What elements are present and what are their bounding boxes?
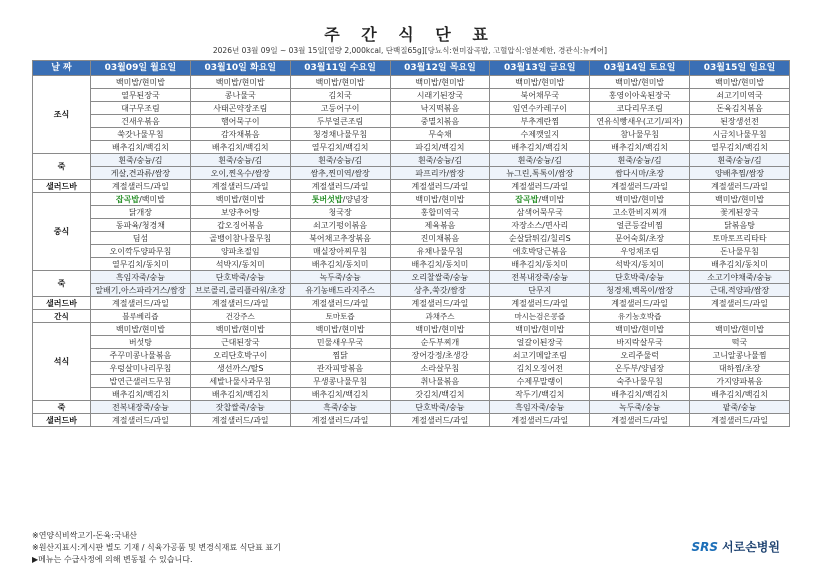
day-header: 03월09일 월요일 (91, 61, 191, 76)
menu-cell: 배추김치/백김치 (190, 141, 290, 154)
menu-cell: 생선까스/탈S (190, 362, 290, 375)
menu-cell: 계절샐러드/과일 (390, 297, 490, 310)
menu-cell: 청국장 (290, 206, 390, 219)
menu-cell: 계절샐러드/과일 (390, 180, 490, 193)
menu-row (33, 401, 790, 414)
menu-cell: 계절샐러드/과일 (390, 414, 490, 427)
highlight-dish: 톳버섯밥 (311, 194, 343, 204)
menu-cell: 갓김치/백김치 (390, 388, 490, 401)
menu-cell: 흰죽/숭늉/김 (690, 154, 790, 167)
menu-cell: 열무김치/동치미 (91, 258, 191, 271)
menu-cell: 중멸치볶음 (390, 115, 490, 128)
menu-cell: 쌈다시마/초장 (590, 167, 690, 180)
menu-cell: 보양추어탕 (190, 206, 290, 219)
menu-row (33, 128, 790, 141)
menu-cell: 소고기야채죽/숭늉 (690, 271, 790, 284)
menu-cell: 흑임자죽/숭늉 (490, 401, 590, 414)
menu-cell: 흰죽/숭늉/김 (390, 154, 490, 167)
menu-cell: 건새우볶음 (91, 115, 191, 128)
menu-cell: 계절샐러드/과일 (490, 180, 590, 193)
menu-row (33, 349, 790, 362)
menu-cell: 오리주물럭 (590, 349, 690, 362)
menu-row (33, 193, 790, 206)
menu-cell: 닭볶음탕 (690, 219, 790, 232)
footer-note: ▶메뉴는 수급사정에 의해 변동될 수 있습니다. (32, 555, 193, 564)
menu-row (33, 258, 790, 271)
menu-cell: 백미밥/현미밥 (91, 323, 191, 336)
menu-cell: 근대된장국 (190, 336, 290, 349)
menu-cell: 백미밥/현미밥 (390, 323, 490, 336)
menu-cell: 쌈추,찐미역/쌈장 (290, 167, 390, 180)
menu-row (33, 271, 790, 284)
meal-label: 석식 (33, 323, 91, 401)
menu-cell: 순두부찌개 (390, 336, 490, 349)
menu-cell: 청경채,백목이/쌈장 (590, 284, 690, 297)
menu-cell: 장어강정/초생강 (390, 349, 490, 362)
menu-cell: 돈육김치볶음 (690, 102, 790, 115)
footer-notes (32, 530, 281, 566)
menu-cell: 떡국 (690, 336, 790, 349)
menu-cell: 된장생선전 (690, 115, 790, 128)
menu-cell: 숙주나물무침 (590, 375, 690, 388)
day-header: 03월11일 수요일 (290, 61, 390, 76)
menu-cell: 근대,적양파/쌈장 (690, 284, 790, 297)
menu-cell: 유기농배드라지주스 (290, 284, 390, 297)
menu-cell: 온두부/양념장 (590, 362, 690, 375)
menu-cell: 백미밥/현미밥 (190, 76, 290, 89)
menu-row (33, 284, 790, 297)
page-title: 주 간 식 단 표 (324, 25, 496, 44)
menu-cell: 닭개장 (91, 206, 191, 219)
day-header: 03월14일 토요일 (590, 61, 690, 76)
menu-cell: 전복내장죽/숭늉 (490, 271, 590, 284)
menu-cell: 주꾸미콩나물볶음 (91, 349, 191, 362)
menu-cell (290, 193, 390, 206)
menu-cell: 취나물볶음 (390, 375, 490, 388)
menu-cell: 백미밥/현미밥 (290, 323, 390, 336)
menu-cell: 계절샐러드/과일 (690, 180, 790, 193)
menu-cell: 우엉채조림 (590, 245, 690, 258)
menu-cell: 배추김치/동치미 (490, 258, 590, 271)
day-header: 03월15일 일요일 (690, 61, 790, 76)
menu-cell: 순살닭튀김/칠리S (490, 232, 590, 245)
menu-cell: 배추김치/동치미 (690, 258, 790, 271)
menu-cell: 얼큰등갈비찜 (590, 219, 690, 232)
menu-cell: 코다리무조림 (590, 102, 690, 115)
menu-cell: 백미밥/현미밥 (590, 323, 690, 336)
menu-cell: 단호박죽/숭늉 (190, 271, 290, 284)
menu-cell: 양파초절임 (190, 245, 290, 258)
menu-cell: 오리찰쌀죽/숭늉 (390, 271, 490, 284)
menu-cell: 계절샐러드/과일 (490, 297, 590, 310)
meal-label: 죽 (33, 401, 91, 414)
logo-mark: SRS (691, 539, 719, 554)
menu-row (33, 76, 790, 89)
menu-cell: 애호박당근볶음 (490, 245, 590, 258)
logo-name: 서로손병원 (722, 540, 780, 554)
menu-cell: 오이깍두양파무침 (91, 245, 191, 258)
menu-cell: 사태곤약장조림 (190, 102, 290, 115)
menu-cell: 딤섬 (91, 232, 191, 245)
menu-cell: 연유식빵새우(고기/피자) (590, 115, 690, 128)
menu-cell: 콩나물국 (190, 89, 290, 102)
menu-cell: 백미밥/현미밥 (91, 76, 191, 89)
menu-row (33, 297, 790, 310)
menu-cell: 고니알콩나물찜 (690, 349, 790, 362)
menu-cell: 마시는검은콩즙 (490, 310, 590, 323)
menu-cell: 계절샐러드/과일 (91, 180, 191, 193)
menu-cell: 파프리카/쌈장 (390, 167, 490, 180)
footer-note: ※원산지표시:게시판 별도 기재 / 식육가공품 및 변경식재료 식단표 표기 (32, 543, 281, 552)
menu-cell: 유기농호박즙 (590, 310, 690, 323)
menu-row (33, 414, 790, 427)
menu-cell: 북어채고추장볶음 (290, 232, 390, 245)
menu-cell: 계절샐러드/과일 (91, 297, 191, 310)
highlight-dish: 잡곡밥 (515, 194, 539, 204)
menu-cell: 배추김치/백김치 (190, 388, 290, 401)
menu-row (33, 245, 790, 258)
menu-cell: 쑥갓나물무침 (91, 128, 191, 141)
menu-cell: 배추김치/동치미 (290, 258, 390, 271)
menu-cell: 건강주스 (190, 310, 290, 323)
menu-cell (190, 193, 290, 206)
menu-row (33, 375, 790, 388)
menu-cell: 단무지 (490, 284, 590, 297)
menu-cell: 유채나물무침 (390, 245, 490, 258)
menu-cell: 흰죽/숭늉/김 (290, 154, 390, 167)
menu-cell: 부추계란찜 (490, 115, 590, 128)
menu-cell: 알배기,아스파라거스/쌈장 (91, 284, 191, 297)
menu-cell: 백미밥/현미밥 (490, 323, 590, 336)
menu-cell: 녹두죽/숭늉 (590, 401, 690, 414)
menu-cell: 갑오징어볶음 (190, 219, 290, 232)
menu-cell: 백미밥/현미밥 (690, 76, 790, 89)
menu-cell: 매실장아찌무침 (290, 245, 390, 258)
menu-cell: 대하찜/초장 (690, 362, 790, 375)
menu-cell: 잣찹쌀죽/숭늉 (190, 401, 290, 414)
menu-cell: 배추김치/백김치 (690, 388, 790, 401)
header-corner: 날 짜 (33, 61, 91, 76)
menu-row (33, 141, 790, 154)
menu-cell: 계절샐러드/과일 (690, 414, 790, 427)
dish-text: 백미밥/현미밥 (415, 194, 465, 204)
menu-row (33, 180, 790, 193)
menu-cell: 청경채나물무침 (290, 128, 390, 141)
menu-body (33, 76, 790, 427)
menu-row (33, 89, 790, 102)
menu-cell: 골뱅이참나물무침 (190, 232, 290, 245)
day-header: 03월13일 금요일 (490, 61, 590, 76)
menu-cell: 백미밥/현미밥 (390, 76, 490, 89)
menu-cell: 배추김치/백김치 (91, 388, 191, 401)
menu-cell: 고소한비지찌개 (590, 206, 690, 219)
dish-text: 백미밥/현미밥 (714, 194, 765, 204)
menu-cell: 백미밥/현미밥 (490, 76, 590, 89)
menu-cell: 문어숙회/초장 (590, 232, 690, 245)
menu-cell: 두부얼큰조림 (290, 115, 390, 128)
menu-cell: 오리단호박구이 (190, 349, 290, 362)
menu-row (33, 102, 790, 115)
day-header: 03월12일 목요일 (390, 61, 490, 76)
menu-row (33, 336, 790, 349)
menu-cell: 전복내장죽/숭늉 (91, 401, 191, 414)
menu-cell: 밥연근샐러드무침 (91, 375, 191, 388)
dish-text: /백미밥 (139, 194, 165, 204)
menu-cell: 세발나물사과무침 (190, 375, 290, 388)
meal-label: 죽 (33, 154, 91, 180)
menu-cell: 흰죽/숭늉/김 (91, 154, 191, 167)
menu-cell: 계절샐러드/과일 (590, 180, 690, 193)
menu-cell: 북어채무국 (490, 89, 590, 102)
dish-text: /백미밥 (538, 194, 565, 204)
day-header: 03월10일 화요일 (190, 61, 290, 76)
menu-cell: 단호박죽/숭늉 (390, 401, 490, 414)
menu-row (33, 388, 790, 401)
menu-cell: 블루베리즙 (91, 310, 191, 323)
menu-cell: 홍합미역국 (390, 206, 490, 219)
menu-cell: 배추김치/백김치 (590, 388, 690, 401)
menu-row (33, 154, 790, 167)
menu-row (33, 362, 790, 375)
menu-cell: 계절샐러드/과일 (290, 414, 390, 427)
menu-cell: 계절샐러드/과일 (290, 297, 390, 310)
menu-cell: 계절샐러드/과일 (490, 414, 590, 427)
menu-cell: 게살,견과류/쌈장 (91, 167, 191, 180)
menu-cell: 흰죽/숭늉/김 (490, 154, 590, 167)
menu-cell: 계절샐러드/과일 (190, 180, 290, 193)
menu-row (33, 115, 790, 128)
menu-cell: 바지락살무국 (590, 336, 690, 349)
menu-cell: 버섯탕 (91, 336, 191, 349)
menu-cell: 삼색어묵무국 (490, 206, 590, 219)
menu-cell: 관자피망볶음 (290, 362, 390, 375)
menu-cell: 쇠고기미역국 (690, 89, 790, 102)
menu-cell: 열무김치/백김치 (290, 141, 390, 154)
menu-cell: 토마토즙 (290, 310, 390, 323)
menu-cell: 자장소스/면사리 (490, 219, 590, 232)
snack-row (33, 310, 790, 323)
menu-cell: 무숙채 (390, 128, 490, 141)
menu-cell: 배추김치/백김치 (590, 141, 690, 154)
menu-cell: 시금치나물무침 (690, 128, 790, 141)
menu-cell (490, 193, 590, 206)
menu-cell: 계절샐러드/과일 (690, 297, 790, 310)
menu-row (33, 167, 790, 180)
menu-cell: 열무김치/백김치 (690, 141, 790, 154)
header-row (33, 61, 790, 76)
weekly-menu-table (32, 60, 790, 427)
menu-cell: 열무된장국 (91, 89, 191, 102)
menu-cell: 배추김치/동치미 (390, 258, 490, 271)
menu-cell: 꽃게된장국 (690, 206, 790, 219)
menu-cell (690, 193, 790, 206)
menu-cell: 배추김치/백김치 (290, 388, 390, 401)
menu-cell: 석박지/동치미 (590, 258, 690, 271)
menu-cell (390, 193, 490, 206)
menu-cell (91, 193, 191, 206)
menu-cell: 배추김치/백김치 (91, 141, 191, 154)
meal-label: 샐러드바 (33, 297, 91, 310)
menu-cell: 고등어구이 (290, 102, 390, 115)
menu-cell: 쇠고기펑이볶음 (290, 219, 390, 232)
menu-cell: 민물새우무국 (290, 336, 390, 349)
menu-cell (590, 193, 690, 206)
menu-row (33, 232, 790, 245)
menu-cell: 계절샐러드/과일 (190, 297, 290, 310)
menu-cell: 찜닭 (290, 349, 390, 362)
menu-cell: 배추김치/백김치 (490, 141, 590, 154)
menu-cell: 수제깻잎지 (490, 128, 590, 141)
dish-text: 백미밥/현미밥 (615, 194, 665, 204)
menu-cell: 파김치/백김치 (390, 141, 490, 154)
menu-cell: 흑임자죽/숭늉 (91, 271, 191, 284)
menu-cell: 쇠고기메알조림 (490, 349, 590, 362)
menu-cell: 계절샐러드/과일 (290, 180, 390, 193)
menu-cell: 흰죽/숭늉/김 (190, 154, 290, 167)
menu-cell: 계절샐러드/과일 (590, 414, 690, 427)
page-subtitle: 2026년 03월 09일 ~ 03월 15일[열량 2,000kcal, 단백질65g][당뇨식:현미잡곡밥, 고혈압식:염분제한, 경관식:뉴케어] (212, 46, 608, 55)
footer-note: ※연양식비싹고기-돈육:국내산 (32, 531, 138, 540)
menu-cell: 백미밥/현미밥 (190, 323, 290, 336)
meal-label: 죽 (33, 271, 91, 297)
meal-label: 중식 (33, 193, 91, 271)
menu-cell: 상추,쑥갓/쌈장 (390, 284, 490, 297)
menu-cell: 참나물무침 (590, 128, 690, 141)
menu-cell: 낙지떡볶음 (390, 102, 490, 115)
menu-cell: 단호박죽/숭늉 (590, 271, 690, 284)
menu-cell: 백미밥/현미밥 (590, 76, 690, 89)
menu-cell: 홍영이아욱된장국 (590, 89, 690, 102)
menu-cell: 돈나물무침 (690, 245, 790, 258)
menu-cell: 작두기/백김치 (490, 388, 590, 401)
menu-cell: 흰죽/숭늉/김 (590, 154, 690, 167)
menu-cell: 대구무조림 (91, 102, 191, 115)
menu-cell: 소라살무침 (390, 362, 490, 375)
menu-cell: 녹두죽/숭늉 (290, 271, 390, 284)
menu-cell: 토마토프리타타 (690, 232, 790, 245)
menu-cell: 진미채볶음 (390, 232, 490, 245)
menu-cell: 시래기된장국 (390, 89, 490, 102)
menu-cell: 과채주스 (390, 310, 490, 323)
highlight-dish: 잡곡밥 (115, 194, 140, 204)
meal-label: 샐러드바 (33, 414, 91, 427)
menu-cell: 김치국 (290, 89, 390, 102)
menu-cell: 계절샐러드/과일 (590, 297, 690, 310)
menu-row (33, 206, 790, 219)
meal-label: 조식 (33, 76, 91, 154)
dish-text: /양념장 (342, 194, 369, 204)
menu-cell: 감자채볶음 (190, 128, 290, 141)
menu-cell: 백미밥/현미밥 (690, 323, 790, 336)
menu-cell: 백미밥/현미밥 (290, 76, 390, 89)
menu-cell: 계절샐러드/과일 (190, 414, 290, 427)
hospital-logo (692, 538, 781, 555)
menu-cell: 흑죽/숭늉 (290, 401, 390, 414)
menu-cell: 임연수카레구이 (490, 102, 590, 115)
meal-label: 샐러드바 (33, 180, 91, 193)
menu-cell: 우렁살미나리무침 (91, 362, 191, 375)
menu-cell: 햄어묵구이 (190, 115, 290, 128)
menu-cell: 브로콜리,콜리플라워/초장 (190, 284, 290, 297)
menu-cell: 석박지/동치미 (190, 258, 290, 271)
menu-cell: 계절샐러드/과일 (91, 414, 191, 427)
menu-cell: 제육볶음 (390, 219, 490, 232)
menu-cell: 오이,찐옥수/쌈장 (190, 167, 290, 180)
menu-cell: 뉴그린,톡톡이/쌈장 (490, 167, 590, 180)
meal-label: 간식 (33, 310, 91, 323)
menu-cell: 동파육/청경채 (91, 219, 191, 232)
menu-cell: 김치오징어전 (490, 362, 590, 375)
menu-cell: 양배추찜/쌈장 (690, 167, 790, 180)
dish-text: 백미밥/현미밥 (215, 194, 265, 204)
menu-row (33, 219, 790, 232)
menu-cell (690, 310, 790, 323)
menu-cell: 수제무말랭이 (490, 375, 590, 388)
menu-cell: 팥죽/숭늉 (690, 401, 790, 414)
menu-cell: 얼갈이된장국 (490, 336, 590, 349)
menu-row (33, 323, 790, 336)
menu-cell: 가지양파볶음 (690, 375, 790, 388)
menu-cell: 무생콩나물무침 (290, 375, 390, 388)
